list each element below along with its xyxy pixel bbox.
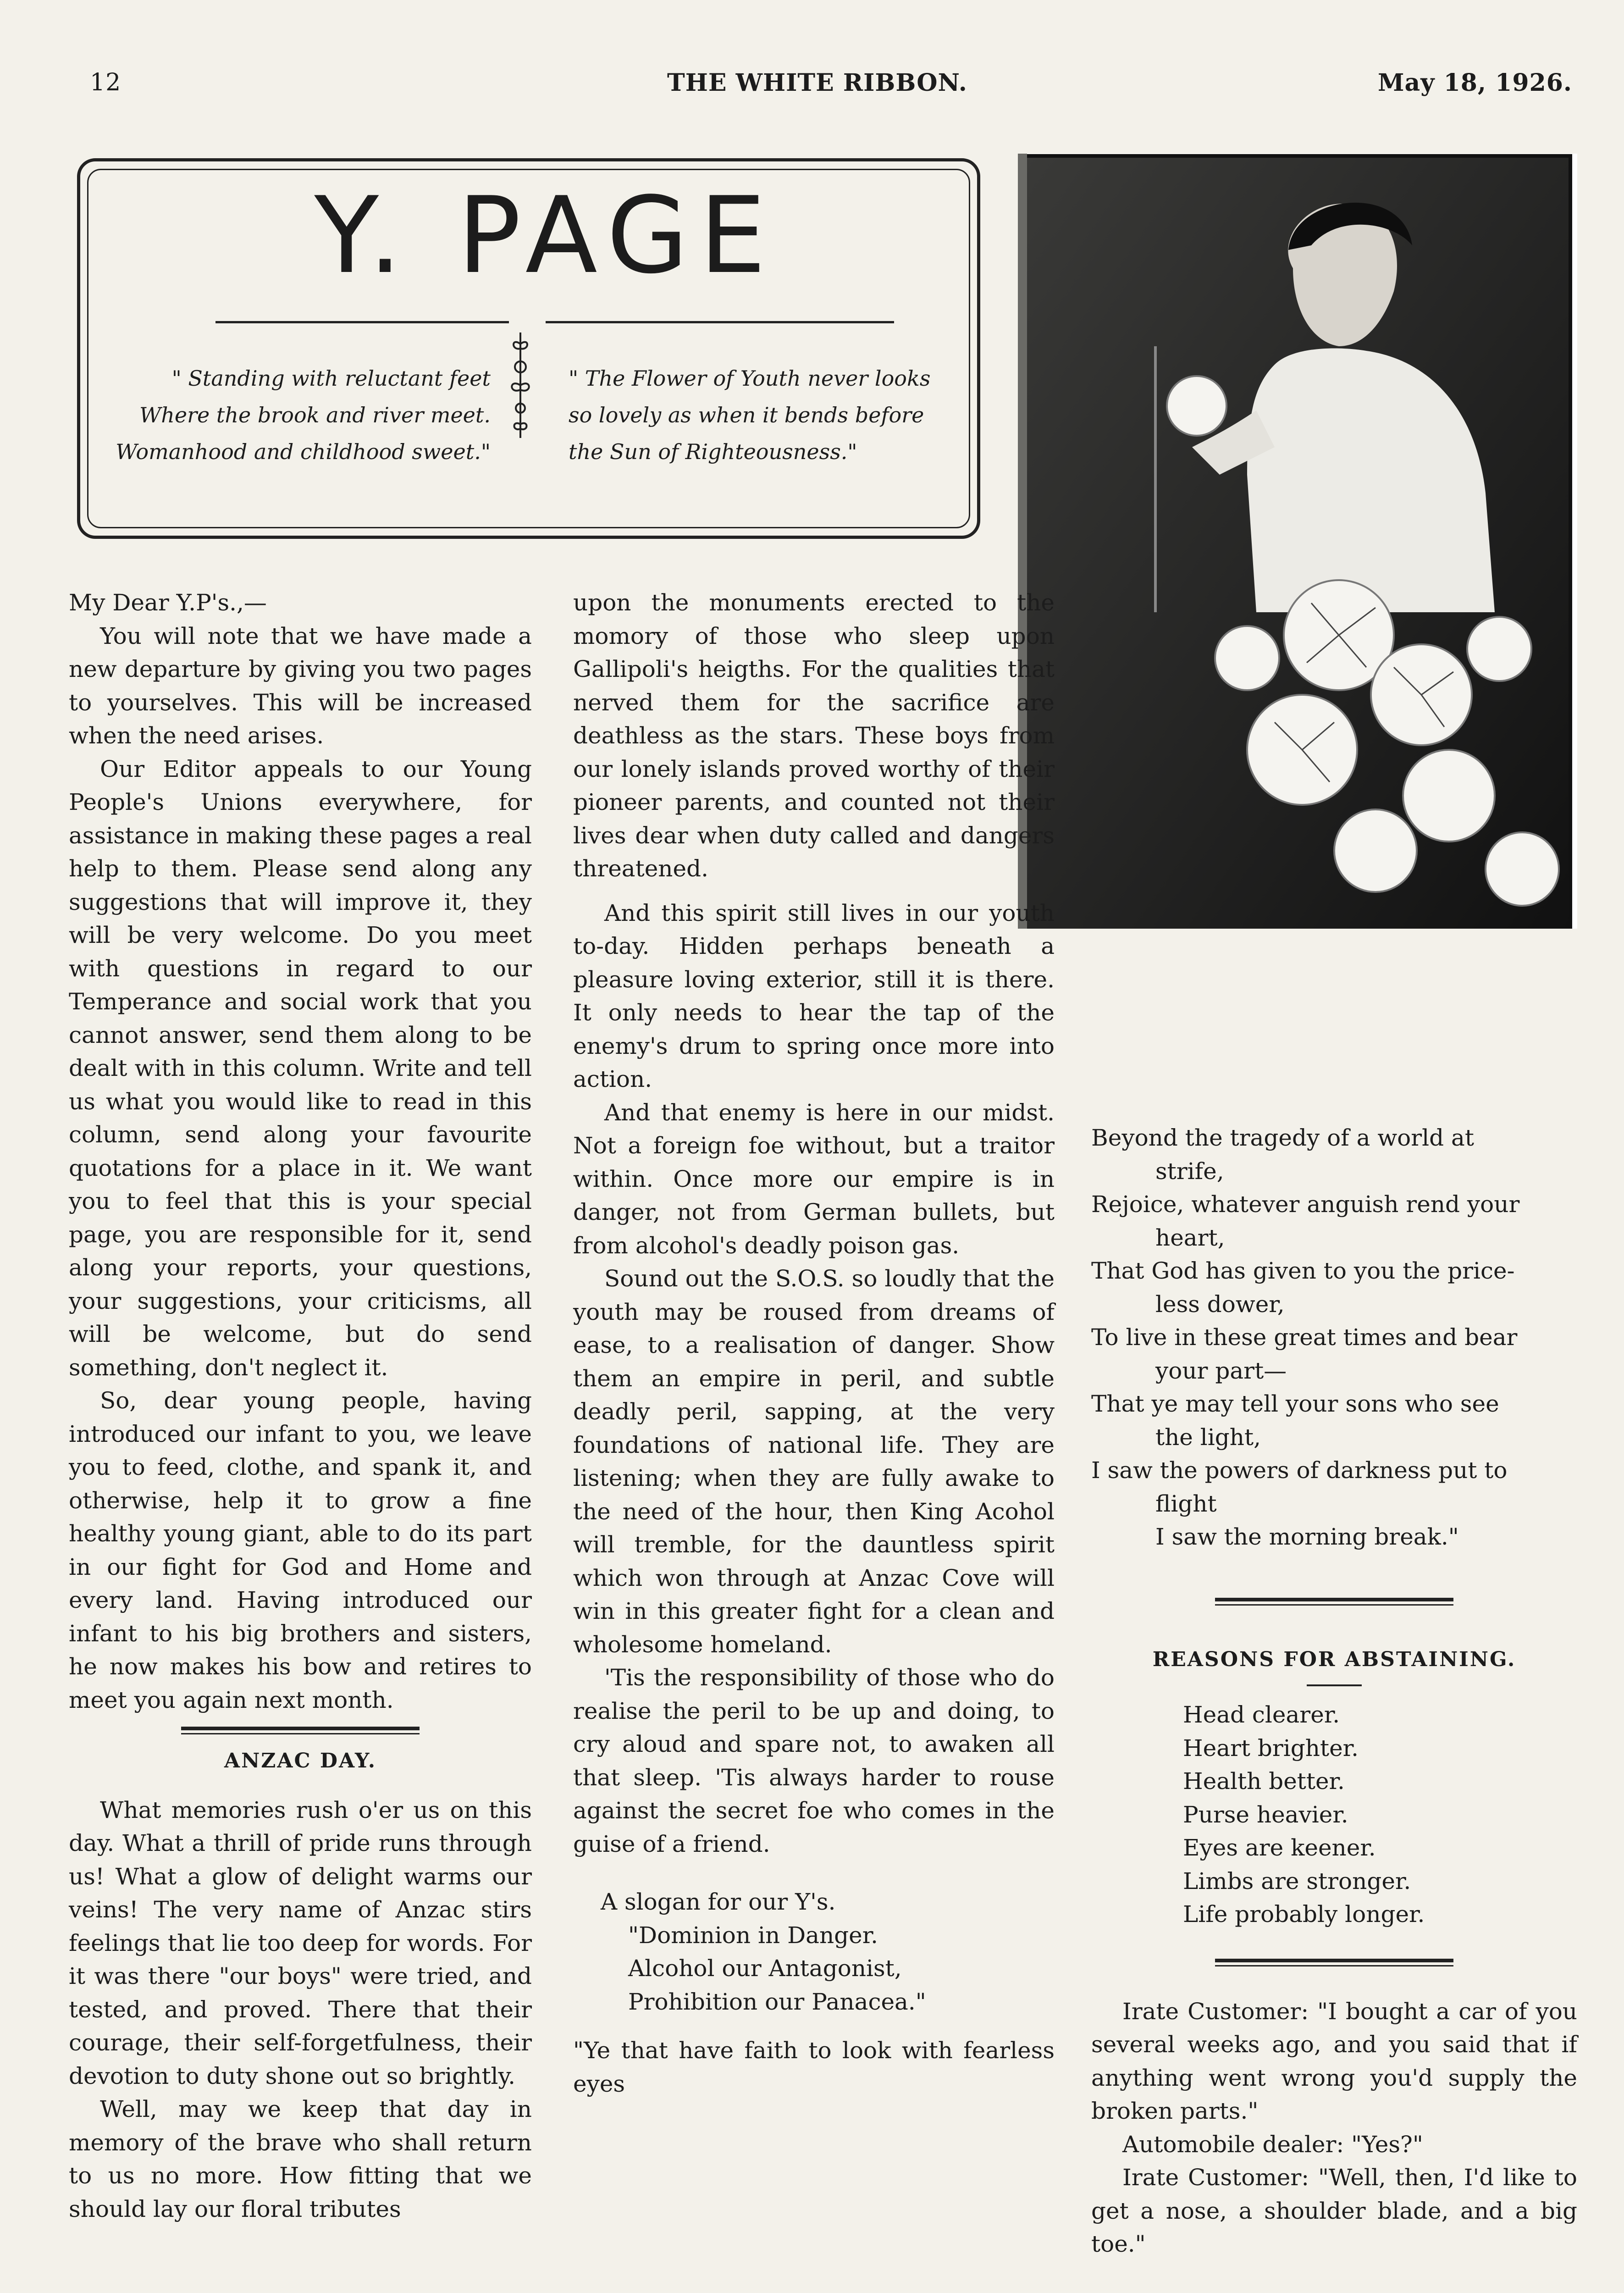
letter-paragraph: You will note that we have made a new departure by giving you two pages to yourselves. This will be increased when the need arises.: [69, 622, 532, 749]
slogan-block: [573, 1885, 1055, 2018]
ornament-icon: [502, 330, 539, 440]
slogan-line: Prohibition our Panacea.": [628, 1988, 926, 2015]
anzac-paragraph: And this spirit still lives in our youth to-day. Hidden perhaps beneath a pleasure loving exterior, still it is there. It only needs to hear the tap of the enemy's drum to spring once more into action.: [573, 899, 1055, 1092]
poem-line: flight: [1155, 1490, 1217, 1517]
section-divider: [181, 1727, 420, 1734]
poem-line: less dower,: [1155, 1291, 1285, 1318]
masthead-title: Y. PAGE: [314, 175, 777, 297]
poem: [1091, 1121, 1577, 1554]
poem-line: Beyond the tragedy of a world at: [1091, 1124, 1474, 1151]
masthead-quote-right: [569, 360, 958, 470]
quote-line: " Standing with reluctant feet: [171, 366, 491, 391]
masthead-quote-left: [101, 360, 491, 470]
masthead-rule: [546, 321, 894, 323]
column-middle: [573, 586, 1055, 2100]
reasons-list: [1091, 1698, 1577, 1931]
reasons-heading: REASONS FOR ABSTAINING.: [1152, 1647, 1516, 1671]
reason-item: Heart brighter.: [1183, 1734, 1359, 1761]
anzac-paragraph: Sound out the S.O.S. so loudly that the youth may be roused from dreams of ease, to a realisation of danger. Show them an empire in peril, and subtle deadly peril, sapping, at the very foundations of national life. They are listening; when they are fully awake to the need of the hour, then King Acohol will tremble, for the dauntless spirit which won through at Anzac Cove will win in this greater fight for a clean and wholesome homeland.: [573, 1265, 1055, 1658]
column-right: [1091, 1121, 1577, 2261]
salutation: My Dear Y.P's.,—: [69, 589, 267, 616]
quote-line: so lovely as when it bends before: [569, 403, 924, 427]
column-left: [69, 586, 532, 2226]
anzac-heading: ANZAC DAY.: [224, 1749, 377, 1772]
reason-item: Purse heavier.: [1183, 1801, 1348, 1828]
reason-item: Limbs are stronger.: [1183, 1867, 1411, 1894]
poem-line: the light,: [1155, 1423, 1261, 1451]
joke-paragraph: Irate Customer: "Well, then, I'd like to get a nose, a shoulder blade, and a big toe.": [1091, 2164, 1577, 2257]
slogan-line: Alcohol our Antagonist,: [628, 1955, 902, 1982]
reason-item: Health better.: [1183, 1768, 1345, 1795]
quote-line: the Sun of Righteousness.": [569, 439, 857, 464]
heading-rule: [1307, 1684, 1362, 1686]
reason-item: Eyes are keener.: [1183, 1834, 1376, 1861]
poem-line: To live in these great times and bear: [1091, 1324, 1518, 1351]
joke-paragraph: Automobile dealer: "Yes?": [1122, 2131, 1423, 2158]
anzac-paragraph: And that enemy is here in our midst. Not a foreign foe without, but a traitor within. Once more our empire is in danger, not from German bullets, but from alcohol's deadly poison gas.: [573, 1099, 1055, 1259]
closing-line: "Ye that have faith to look with fearless eyes: [573, 2037, 1055, 2097]
section-divider: [1215, 1598, 1453, 1606]
joke-paragraph: Irate Customer: "I bought a car of you several weeks ago, and you said that if anything went wrong you'd supply the broken parts.": [1091, 1998, 1577, 2124]
poem-line: Rejoice, whatever anguish rend your: [1091, 1191, 1520, 1218]
page-number: 12: [90, 69, 122, 96]
masthead-rule: [215, 321, 509, 323]
anzac-paragraph: What memories rush o'er us on this day. What a thrill of pride runs through us! What a glow of delight warms our veins! The very name of Anzac stirs feelings that lie too deep for words. For it was there "our boys" were tried, and tested, and proved. There that their courage, their self-forgetfulness, their devotion to duty shone out so brightly.: [69, 1796, 532, 2089]
slogan-intro: A slogan for our Y's.: [601, 1889, 836, 1915]
anzac-paragraph: upon the monuments erected to the momory of those who sleep upon Gallipoli's heigths. For the qualities that nerved them for the sacrifice are deathless as the stars. These boys from our lonely islands proved worthy of their pioneer parents, and counted not their lives dear when duty called and dangers threatened.: [573, 589, 1055, 882]
poem-line: heart,: [1155, 1224, 1225, 1251]
quote-line: " The Flower of Youth never looks: [569, 366, 931, 391]
section-divider: [1215, 1959, 1453, 1966]
reason-item: Head clearer.: [1183, 1701, 1340, 1728]
poem-line: I saw the powers of darkness put to: [1091, 1457, 1508, 1484]
poem-line: your part—: [1155, 1357, 1287, 1384]
quote-line: Where the brook and river meet.: [139, 403, 491, 427]
poem-line: I saw the morning break.": [1155, 1523, 1459, 1550]
letter-paragraph: So, dear young people, having introduced our infant to you, we leave you to feed, clothe, and spank it, and otherwise, help it to grow a fine healthy young giant, able to do its part in our fight for God and Home and every land. Having introduced our infant to his big brothers and sisters, he now makes his bow and retires to meet you again next month.: [69, 1387, 532, 1713]
poem-line: That God has given to you the price-: [1091, 1257, 1515, 1284]
poem-line: strife,: [1155, 1158, 1224, 1185]
anzac-paragraph: 'Tis the responsibility of those who do realise the peril to be up and doing, to cry aloud and spare not, to awaken all that sleep. 'Tis always harder to rouse against the secret foe who comes in the guise of a friend.: [573, 1664, 1055, 1857]
journal-title: THE WHITE RIBBON.: [667, 69, 967, 97]
quote-line: Womanhood and childhood sweet.": [116, 439, 491, 464]
issue-date: May 18, 1926.: [1378, 69, 1572, 97]
slogan-line: "Dominion in Danger.: [628, 1922, 878, 1949]
anzac-paragraph: Well, may we keep that day in memory of the brave who shall return to us no more. How fitting that we should lay our floral tributes: [69, 2096, 532, 2222]
letter-paragraph: Our Editor appeals to our Young People's Unions everywhere, for assistance in making these pages a real help to them. Please send along any suggestions that will improve it, they will be very welcome. Do you meet with questions in regard to our Temperance and social work that you cannot answer, send them along to be dealt with in this column. Write and tell us what you would like to read in this column, send along your favourite quotations for a place in it. We want you to feel that this is your special page, you are responsible for it, send along your reports, your questions, your suggestions, your criticisms, all will be welcome, but do send something, don't neglect it.: [69, 755, 532, 1381]
poem-line: That ye may tell your sons who see: [1091, 1390, 1499, 1417]
portrait-photo: [1018, 154, 1577, 929]
reason-item: Life probably longer.: [1183, 1901, 1425, 1927]
